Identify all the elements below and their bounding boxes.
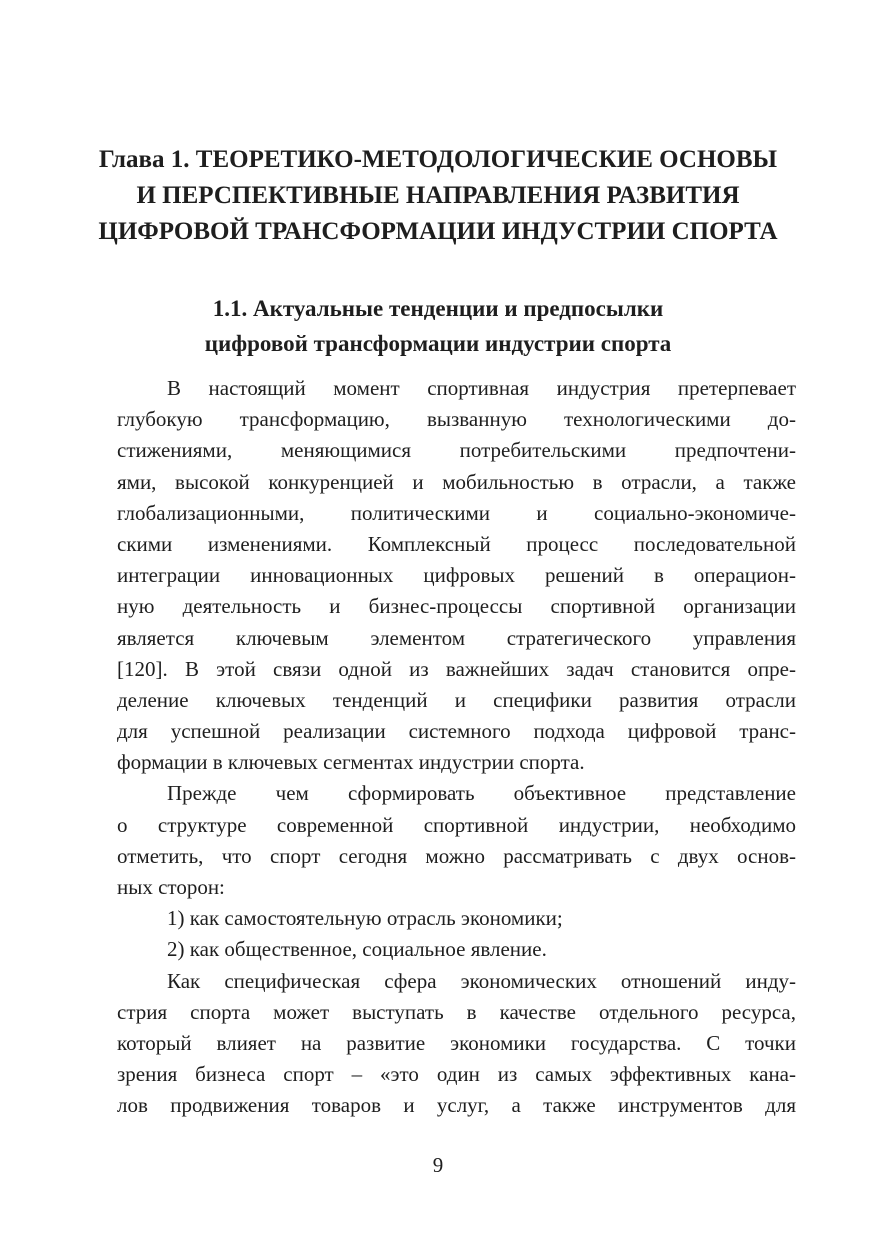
paragraph-2-line: отметить, что спорт сегодня можно рассматривать с двух основ- [117,843,796,868]
paragraph-3-line: лов продвижения товаров и услуг, а также инструментов для [117,1093,796,1118]
paragraph-1-line: глубокую трансформацию, вызванную технологическими до- [117,407,796,432]
section-title-line: 1.1. Актуальные тенденции и предпосылки [212,296,664,321]
chapter-title [80,142,796,250]
chapter-title-line: И ПЕРСПЕКТИВНЫЕ НАПРАВЛЕНИЯ РАЗВИТИЯ [136,182,740,209]
body-text [117,373,796,1122]
paragraph-3-line: который влияет на развитие экономики государства. С точки [117,1030,796,1055]
section-title-line: цифровой трансформации индустрии спорта [204,331,672,356]
paragraph-2-line: о структуре современной спортивной индустрии, необходимо [117,812,796,837]
paragraph-2-line: ных сторон: [117,875,225,899]
paragraph-3-line: стрия спорта может выступать в качестве отдельного ресурса, [117,999,796,1024]
paragraph-3-line: Как специфическая сфера экономических отношений инду- [167,968,796,993]
paragraph-2-line: Прежде чем сформировать объективное представление [167,781,796,806]
list-item: 2) как общественное, социальное явление. [167,937,547,962]
paragraph-1-line: ную деятельность и бизнес-процессы спортивной организации [117,594,796,619]
chapter-title-line: ЦИФРОВОЙ ТРАНСФОРМАЦИИ ИНДУСТРИИ СПОРТА [98,218,778,245]
chapter-title-line: Глава 1. ТЕОРЕТИКО-МЕТОДОЛОГИЧЕСКИЕ ОСНОВЫ [98,146,778,173]
paragraph-1-line: глобализационными, политическими и социально-экономиче- [117,500,796,525]
paragraph-1-line: интеграции инновационных цифровых решений в операцион- [117,563,796,588]
paragraph-3-line: зрения бизнеса спорт – «это один из самых эффективных кана- [117,1062,796,1087]
section-title [80,291,796,361]
paragraph-1-line: скими изменениями. Комплексный процесс последовательной [117,531,796,556]
paragraph-1-line: формации в ключевых сегментах индустрии спорта. [117,750,585,775]
list-item: 1) как самостоятельную отрасль экономики; [167,906,563,931]
paragraph-1-line: стижениями, меняющимися потребительскими предпочтени- [117,438,796,463]
paragraph-1-line: деление ключевых тенденций и специфики развития отрасли [117,687,796,712]
paragraph-1-line: В настоящий момент спортивная индустрия претерпевает [167,376,796,400]
page-number: 9 [432,1153,444,1177]
paragraph-1-line: для успешной реализации системного подхода цифровой транс- [117,719,796,744]
paragraph-1-line: [120]. В этой связи одной из важнейших задач становится опре- [117,656,796,681]
paragraph-1-line: ями, высокой конкуренцией и мобильностью в отрасли, а также [117,469,796,494]
paragraph-1-line: является ключевым элементом стратегического управления [117,625,796,650]
